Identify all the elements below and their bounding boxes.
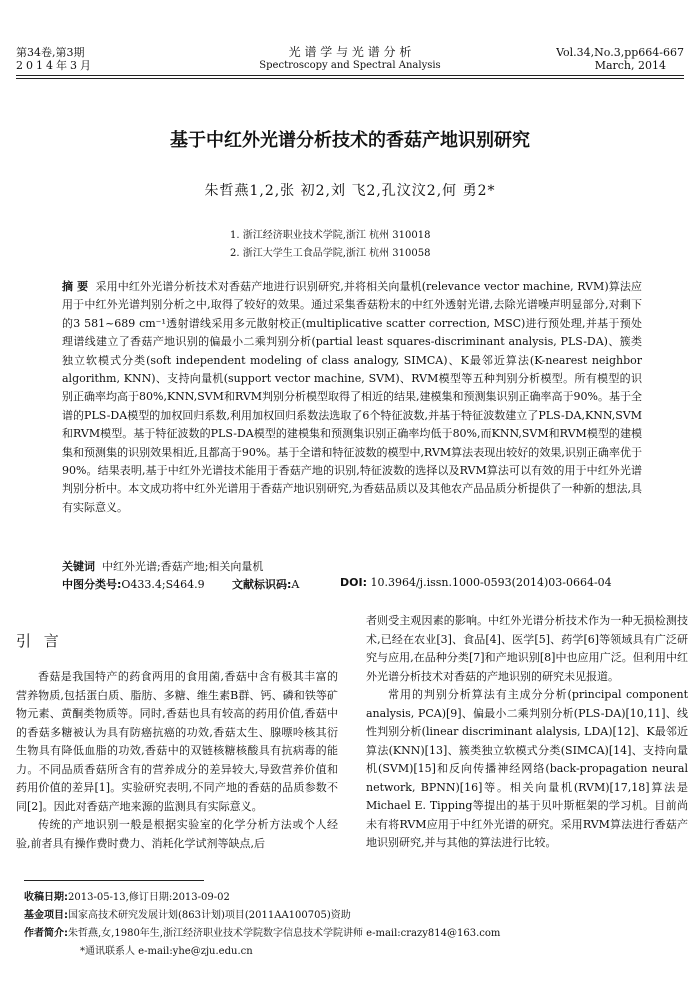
journal-name: 光 谱 学 与 光 谱 分 析 Spectroscopy and Spectral Analysis: [259, 45, 441, 71]
affiliation-1: 1. 浙江经济职业技术学院,浙江 杭州 310018: [230, 230, 431, 241]
footnote-funding: 基金项目:国家高技术研究发展计划(863计划)项目(2011AA100705)资助: [24, 910, 351, 921]
volume-pages: Vol.34,No.3,pp664-667 March, 2014: [556, 46, 684, 72]
clc-code: O433.4;S464.9: [121, 578, 205, 591]
left-column: [16, 668, 338, 853]
paragraph: 传统的产地识别一般是根据实验室的化学分析方法或个人经验,前者具有操作费时费力、消耗化学试剂等缺点,后: [16, 818, 338, 850]
footnote-received: 收稿日期:2013-05-13,修订日期:2013-09-02: [24, 892, 230, 903]
header-rule-top: [16, 75, 684, 76]
abstract-text: 采用中红外光谱分析技术对香菇产地进行识别研究,并将相关向量机(relevance vector machine, RVM)算法应用于中红外光谱判别分析之中,取得了较好的效果。通过采集香菇粉末的中红外透射光谱,去除光谱噪声明显部分,对剩下的3 581~689 cm⁻¹透射谱线采用多元散射校正(multiplicative scatter correction, MSC)进行预处理,并基于预处理谱线建立了香菇产地识别的偏最小二乘判别分析(partial least squares-discriminant analysis, PLS-DA)、簇类独立软模式分类(soft independent modeling of class analogy, SIMCA)、K最邻近算法(K-nearest neighbor algorithm, KNN)、支持向量机(support vector machine, SVM)、RVM模型等五种判别分析模型。所有模型的识别正确率均高于80%,KNN,SVM和RVM判别分析模型取得了相近的结果,建模集和预测集识别正确率高于90%。基于全谱的PLS-DA模型的加权回归系数,利用加权回归系数法选取了6个特征波数,并基于特征波数建立了PLS-DA,KNN,SVM和RVM模型。基于特征波数的PLS-DA模型的建模集和预测集识别正确率均低于80%,而KNN,SVM和RVM模型的建模集和预测集的识别效果相近,且都高于90%。基于全谱和特征波数的模型中,RVM算法表现出较好的效果,识别正确率优于90%。结果表明,基于中红外光谱技术能用于香菇产地的识别,特征波数的选择以及RVM算法可以有效的用于中红外光谱判别分析中。本文成功将中红外光谱用于香菇产地识别研究,为香菇品质以及其他农产品品质分析提供了一种新的想法,具有实际意义。: [62, 280, 642, 514]
paragraph: 者则受主观因素的影响。中红外光谱分析技术作为一种无损检测技术,已经在农业[3]、食品[4]、医学[5]、药学[6]等领域具有广泛研究与应用,在品种分类[7]和产地识别[8]中也应用广泛。但利用中红外光谱分析技术对香菇的产地识别的研究未见报道。: [366, 614, 688, 683]
abstract-label: 摘 要: [62, 280, 89, 293]
doc-code: A: [291, 578, 300, 591]
paper-title: 基于中红外光谱分析技术的香菇产地识别研究: [170, 130, 530, 151]
header-rule-bottom: [16, 78, 684, 79]
keywords: 中红外光谱;香菇产地;相关向量机: [102, 560, 264, 573]
affiliation-2: 2. 浙江大学生工食品学院,浙江 杭州 310058: [230, 248, 431, 259]
footnote-corresponding: *通讯联系人 e-mail:yhe@zju.edu.cn: [80, 946, 253, 957]
paragraph: 常用的判别分析算法有主成分分析(principal component analysis, PCA)[9]、偏最小二乘判别分析(PLS-DA)[10,11]、线性判别分析(linear discriminant alalysis, LDA)[12]、K最邻近算法(KNN)[13]、簇类独立软模式分类(SIMCA)[14]、支持向量机(SVM)[15]和反向传播神经网络(back-propagation neural network, BPNN)[16]等。相关向量机(RVM)[17,18]算法是Michael E. Tipping等提出的基于贝叶斯框架的学习机。目前尚未有将RVM应用于中红外光谱的研究。采用RVM算法进行香菇产地识别研究,并与其他的算法进行比较。: [366, 688, 688, 849]
keywords-line: 关键词 中红外光谱;香菇产地;相关向量机: [62, 560, 264, 573]
section-heading-introduction: 引 言: [16, 632, 63, 650]
abstract: [62, 278, 642, 517]
footnote-author-bio: 作者简介:朱哲燕,女,1980年生,浙江经济职业技术学院数字信息技术学院讲师 e-mail:crazy814@163.com: [24, 928, 501, 939]
volume-issue: 第34卷,第3期 2014年3月: [16, 46, 94, 72]
paragraph: 香菇是我国特产的药食两用的食用菌,香菇中含有极其丰富的营养物质,包括蛋白质、脂肪、多糖、维生素B群、钙、磷和铁等矿物元素、黄酮类物质等。同时,香菇也具有较高的药用价值,香菇中的香菇多糖被认为具有防癌抗癌的功效,香菇太生、腺嘌呤核其衍生物具有降低血脂的功效,香菇中的双链核糖核酸具有抗病毒的能力。不同品质香菇所含有的营养成分的差异较大,导致营养价值和药用价值的差异[1]。实验研究表明,不同产地的香菇的品质参数不同[2]。因此对香菇产地来源的监测具有实际意义。: [16, 670, 338, 813]
footnote-rule: [24, 880, 204, 881]
doi: 10.3964/j.issn.1000-0593(2014)03-0664-04: [370, 576, 612, 589]
right-column: [366, 612, 688, 853]
author-list: 朱哲燕1,2,张 初2,刘 飞2,孔汶汶2,何 勇2*: [204, 183, 496, 199]
classification-line: 中图分类号:O433.4;S464.9 文献标识码:A DOI: 10.3964/j.issn.1000-0593(2014)03-0664-04: [62, 576, 612, 591]
